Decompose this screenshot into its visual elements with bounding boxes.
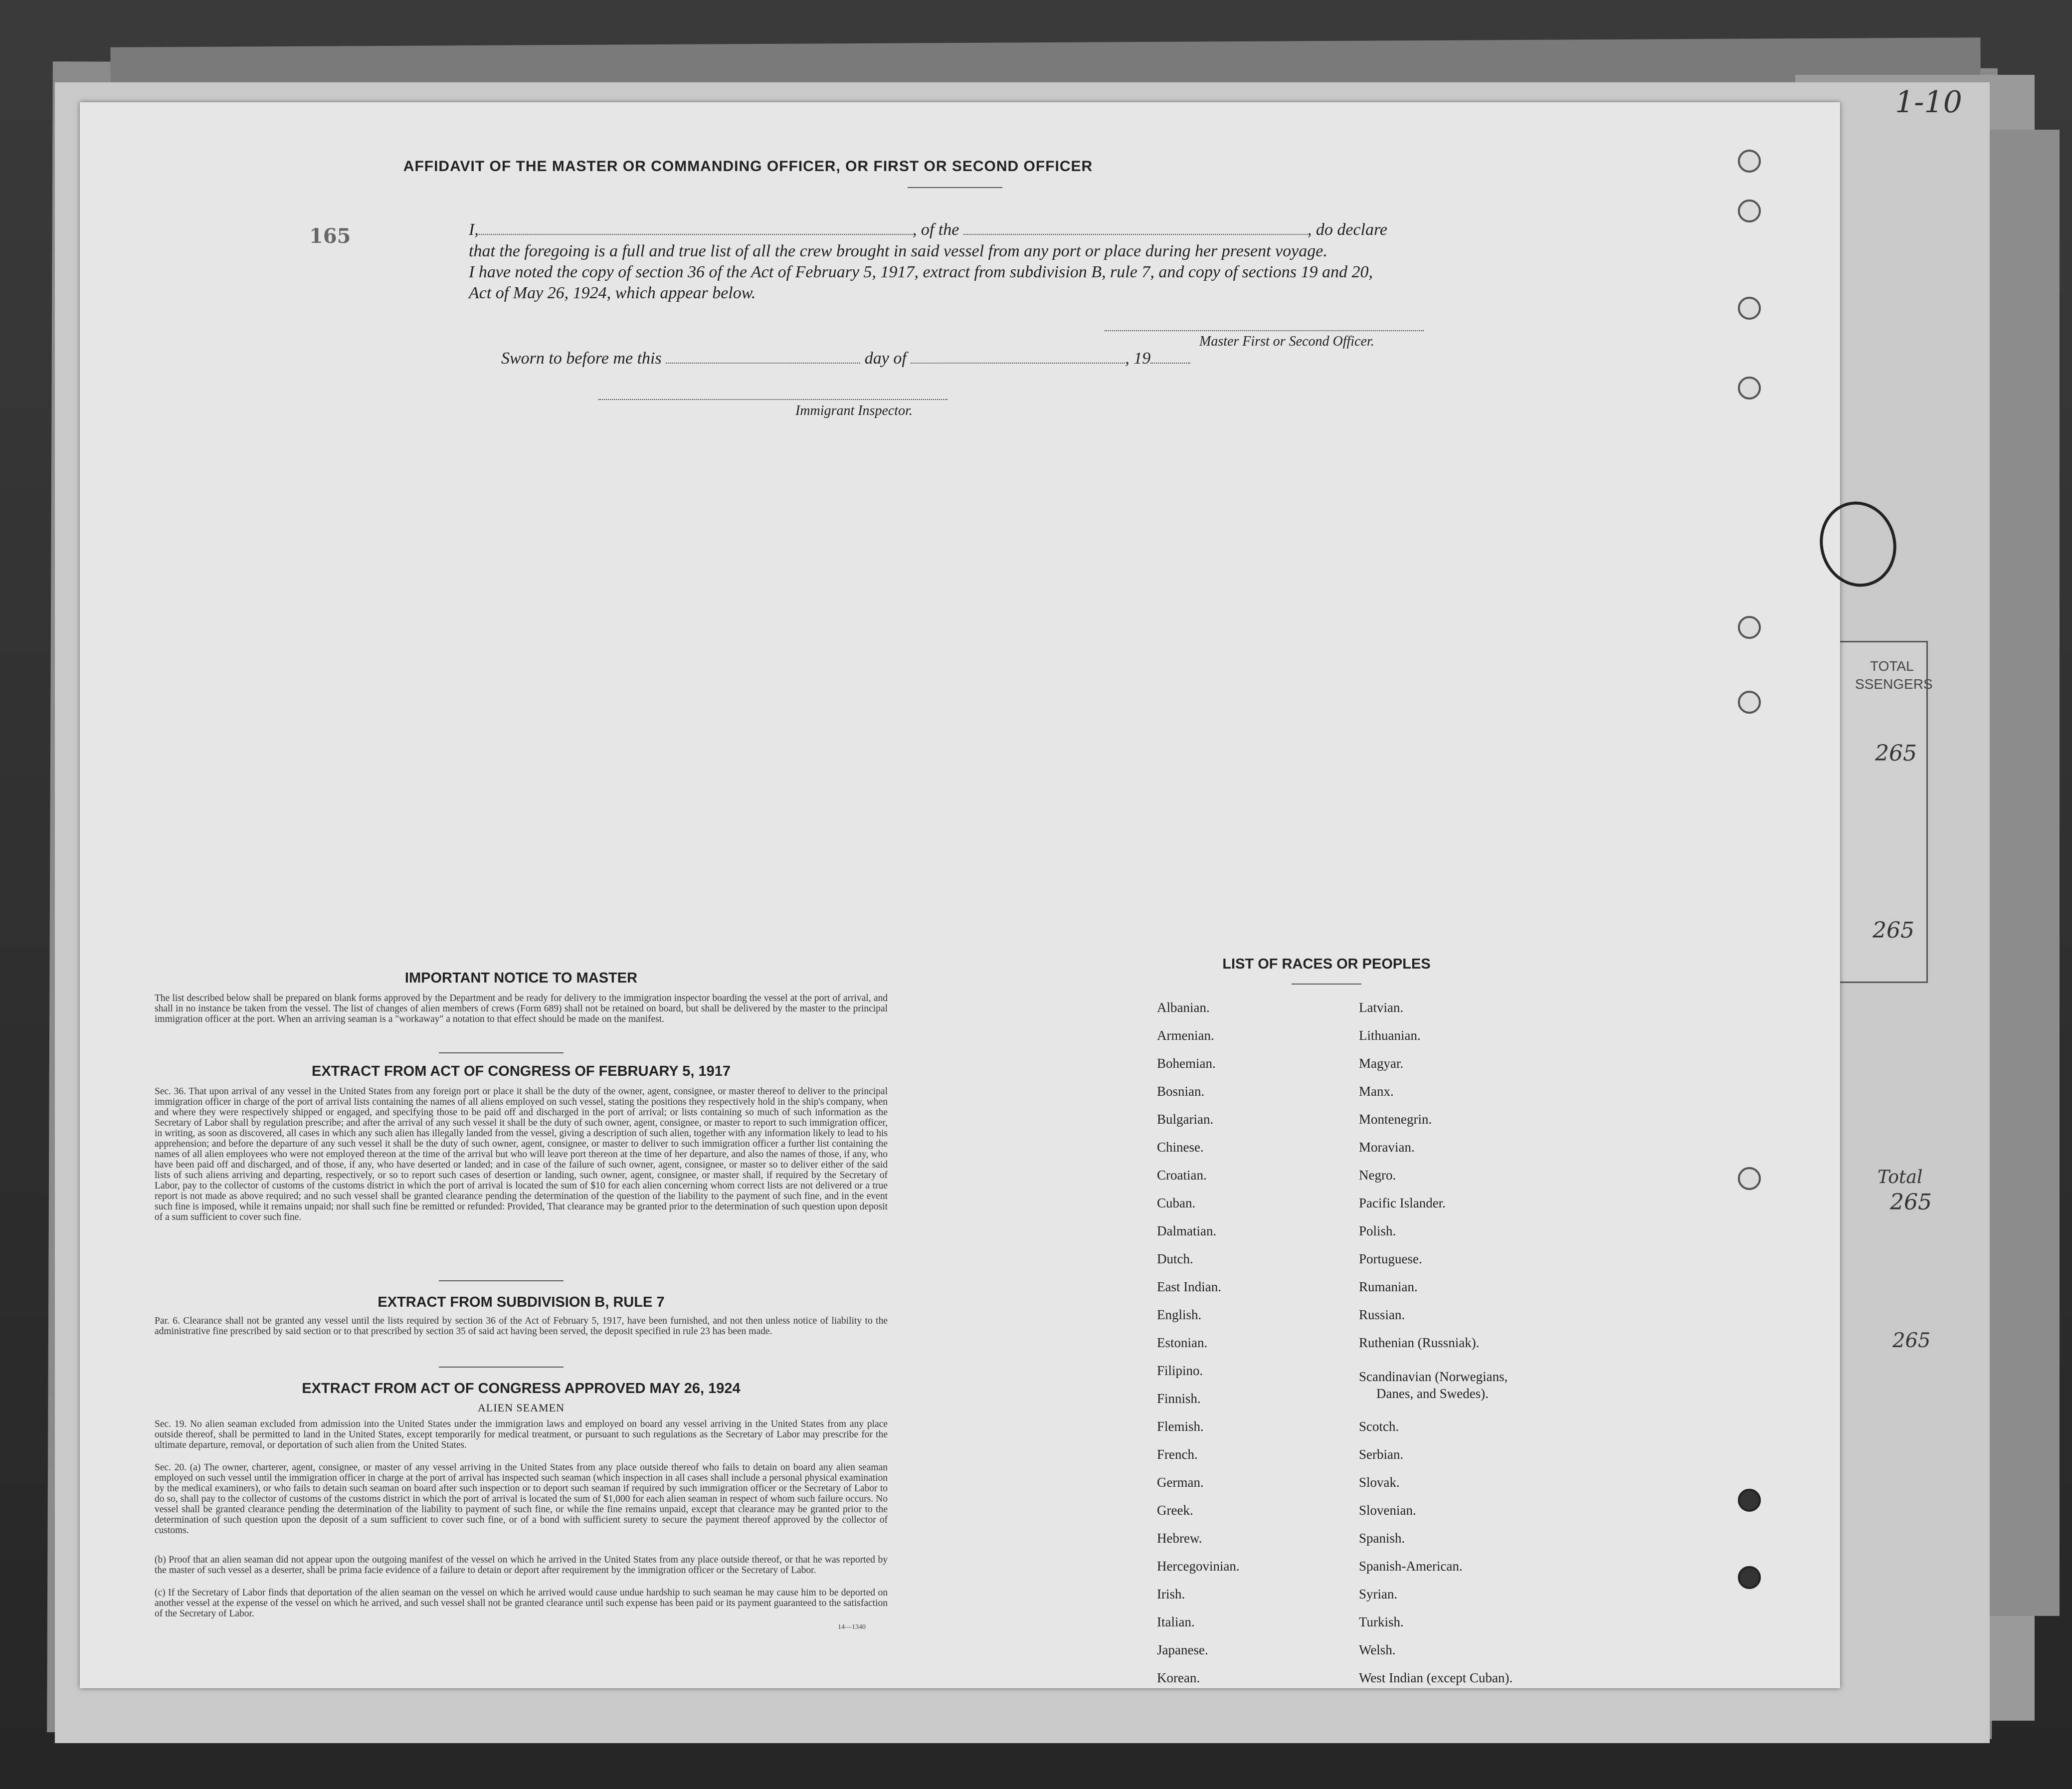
race-item: Turkish. [1359, 1614, 1404, 1629]
race-item: Russian. [1359, 1307, 1405, 1322]
race-item: Chinese. [1157, 1140, 1204, 1155]
race-item: Danes, and Swedes). [1376, 1386, 1489, 1401]
form-number: 14—1340 [838, 1623, 866, 1631]
race-item: Italian. [1157, 1614, 1195, 1629]
race-item: Rumanian. [1359, 1279, 1418, 1294]
year-label: , 19 [1125, 349, 1151, 368]
extract-1917-title: EXTRACT FROM ACT OF CONGRESS OF FEBRUARY 5, 1917 [311, 1063, 731, 1079]
declaration-line-4: Act of May 26, 1924, which appear below. [469, 284, 756, 302]
declaration-line-2: that the foregoing is a full and true list of all the crew brought in said vessel from any port or place during her present voyage. [469, 242, 1327, 260]
notice-title: IMPORTANT NOTICE TO MASTER [404, 970, 638, 986]
declaration-line-3: I have noted the copy of section 36 of the Act of February 5, 1917, extract from subdivision B, rule 7, and copy of sections 19 and 20, [469, 263, 1373, 281]
sworn-day-field [666, 363, 860, 364]
divider [439, 1280, 564, 1281]
race-item: Irish. [1157, 1587, 1185, 1601]
master-signature-label: Master First or Second Officer. [1199, 334, 1374, 349]
race-item: Greek. [1157, 1503, 1193, 1518]
punch-hole [1738, 616, 1761, 639]
affidavit-title: AFFIDAVIT OF THE MASTER OR COMMANDING OFFICER, OR FIRST OR SECOND OFFICER [403, 158, 1093, 175]
declaration-do-declare: , do declare [1307, 220, 1388, 239]
declaration-of-the: , of the [912, 220, 959, 239]
race-item: Japanese. [1157, 1642, 1208, 1657]
day-of-label: day of [864, 349, 907, 368]
race-item: Estonian. [1157, 1335, 1208, 1350]
inspector-signature-line [598, 399, 947, 400]
inspector-signature-label: Immigrant Inspector. [795, 403, 913, 418]
affidavit-sheet [80, 102, 1840, 1688]
race-item: Lithuanian. [1359, 1028, 1421, 1043]
sworn-label: Sworn to before me this [501, 349, 662, 368]
notice-text: The list described below shall be prepared on blank forms approved by the Department and be ready for delivery to the immigration inspector boarding the vessel at the port of arrival, and shall in no instance be taken from the vessel. The list of changes of alien members of crews (Form 689) shall not be retained on board, but shall be delivered by the master to the principal immigration officer at the port. When an arriving seaman is a "workaway" a notation to that effect should be made on the manifest. [155, 993, 888, 1024]
race-item: Dalmatian. [1157, 1223, 1217, 1238]
punch-hole [1738, 199, 1761, 222]
divider [908, 187, 1002, 188]
race-item: Spanish-American. [1359, 1559, 1463, 1574]
race-item: Slovak. [1359, 1475, 1400, 1490]
divider [439, 1367, 564, 1368]
race-item: Manx. [1359, 1084, 1394, 1099]
race-item: Hebrew. [1157, 1531, 1202, 1546]
sworn-year-field [1150, 363, 1190, 364]
race-item: Flemish. [1157, 1419, 1204, 1434]
handwritten-total-label: Total [1878, 1167, 1923, 1188]
punch-hole [1738, 150, 1761, 173]
total-passengers-header [1855, 657, 1933, 694]
declaration-line-1 [469, 220, 1387, 239]
race-item: Croatian. [1157, 1168, 1207, 1183]
handwritten-page-mark: 1-10 [1895, 85, 1962, 120]
divider [1292, 984, 1361, 985]
race-item: Scotch. [1359, 1419, 1399, 1434]
punch-hole [1738, 377, 1761, 399]
extract-1924-title: EXTRACT FROM ACT OF CONGRESS APPROVED MAY 26, 1924 [302, 1381, 741, 1396]
race-item: Hercegovinian. [1157, 1559, 1240, 1574]
race-item: Moravian. [1359, 1140, 1415, 1155]
race-item: East Indian. [1157, 1279, 1221, 1294]
race-item: Montenegrin. [1359, 1112, 1432, 1127]
extract-1917-text: Sec. 36. That upon arrival of any vessel in the United States from any foreign port or place it shall be the duty of the owner, agent, consignee, or master thereof to deliver to the principal immigration officer in charge of the port of arrival lists containing the names of all aliens employed on such vessel, stating the positions they respectively hold in the ship's company, when and where they were respectively shipped or engaged, and specifying those to be paid off and discharged in the port of arrival; or lists containing so much of such information as the Secretary of Labor shall by regulation prescribe; and after the arrival of any such vessel it shall be the duty of such owner, agent, consignee, or master to report to such immigration officer, in writing, as soon as discovered, all cases in which any such alien has illegally landed from the vessel, giving a description of such alien, together with any information likely to lead to his apprehension; and before the departure of any such vessel it shall be the duty of such owner, agent, consignee, or master to deliver to such immigration officer a further list containing the names of all alien employees who were not employed thereon at the time of the arrival but who will leave port thereon at the time of her departure, and also the names of those, if any, who have been paid off and discharged, and of those, if any, who have deserted or landed; and in case of the failure of such owner, agent, consignee, or master so to deliver either of the said lists of such aliens arriving and departing, respectively, or so to report such cases of desertion or landing, such owner, agent, consignee, or master shall, if required by the Secretary of Labor, pay to the collector of customs of the customs district in which the port of arrival is located the sum of $10 for each alien concerning whom correct lists are not delivered or a true report is not made as above required; and no such vessel shall be granted clearance pending the determination of the question of the liability to the payment of such fine, and in the event such fine is imposed, while it remains unpaid; nor shall such fine be remitted or refunded: Provided, That clearance may be granted prior to the determination of such question upon deposit of a sum sufficient to cover such fine. [155, 1086, 888, 1222]
race-item: Portuguese. [1359, 1251, 1422, 1266]
race-item: Serbian. [1359, 1447, 1404, 1462]
divider [439, 1052, 564, 1053]
race-item: Cuban. [1157, 1195, 1196, 1210]
handwritten-total: 265 [1873, 918, 1914, 943]
race-item: Bohemian. [1157, 1056, 1216, 1071]
race-item: Dutch. [1157, 1251, 1193, 1266]
race-item: German. [1157, 1475, 1204, 1490]
total-label: TOTAL [1870, 658, 1914, 674]
sworn-month-field [911, 363, 1125, 364]
extract-1924-sec-20c: (c) If the Secretary of Labor finds that deportation of the alien seaman on the vessel on which he arrived would cause undue hardship to such seaman he may cause him to be deported on another vessel at the expense of the vessel on which he arrived, and such vessel shall not be granted clearance until such expense has been paid or its payment guaranteed to the satisfaction of the Secretary of Labor. [155, 1588, 888, 1619]
race-item: Bosnian. [1157, 1084, 1205, 1099]
race-item: Albanian. [1157, 1000, 1210, 1015]
race-item: Filipino. [1157, 1363, 1203, 1378]
race-item: West Indian (except Cuban). [1359, 1670, 1513, 1685]
extract-1924-sec-19: Sec. 19. No alien seaman excluded from admission into the United States under the immigration laws and employed on board any vessel arriving in the United States from any place outside thereof, shall be permitted to land in the United States, except temporarily for medical treatment, or pursuant to such regulations as the Secretary of Labor may prescribe for the ultimate departure, removal, or deportation of such alien from the United States. [155, 1419, 888, 1450]
punch-hole [1738, 1489, 1761, 1512]
punch-hole [1738, 691, 1761, 714]
sworn-line [501, 349, 1190, 368]
races-title: LIST OF RACES OR PEOPLES [1222, 956, 1431, 972]
declaration-i: I, [469, 220, 479, 239]
extract-1924-sec-20b: (b) Proof that an alien seaman did not appear upon the outgoing manifest of the vessel on which he arrived in the United States from any place outside thereof, or that he was reported by the master of such vessel as a deserter, shall be prima facie evidence of a failure to detain or deport after requirement by the immigration officer or the Secretary of Labor. [155, 1555, 888, 1576]
race-item: Bulgarian. [1157, 1112, 1214, 1127]
handwritten-total: 265 [1890, 1190, 1932, 1215]
race-item: Welsh. [1359, 1642, 1396, 1657]
race-item: English. [1157, 1307, 1202, 1322]
alien-seamen-subtitle: ALIEN SEAMEN [478, 1401, 565, 1414]
stamp-number: 165 [309, 224, 351, 248]
passengers-label: SSENGERS [1855, 676, 1933, 692]
race-item: French. [1157, 1447, 1198, 1462]
race-item: Magyar. [1359, 1056, 1404, 1071]
race-item: Syrian. [1359, 1587, 1398, 1601]
punch-hole [1738, 1167, 1761, 1190]
race-item: Polish. [1359, 1223, 1396, 1238]
vessel-field [963, 234, 1308, 235]
extract-1924-sec-20a: Sec. 20. (a) The owner, charterer, agent, consignee, or master of any vessel arriving in the United States from any place outside thereof who fails to detain on board any alien seaman employed on such vessel until the immigration officer in charge at the port of arrival has inspected such seaman (which inspection in all cases shall include a personal physical examination by the medical examiners), or who fails to detain such seaman on board after such inspection or to deport such seaman if required by such immigration officer or the Secretary of Labor to do so, shall pay to the collector of customs of the customs district in which the port of arrival is located the sum of $1,000 for each alien seaman in respect of whom such failure occurs. No vessel shall be granted clearance pending the determination of the liability to payment of such fine, or while the fine remains unpaid, except that clearance may be granted prior to the determination of such question upon the deposit of a sum sufficient to cover such fine, or of a bond with sufficient surety to secure the payment thereof approved by the collector of customs. [155, 1462, 888, 1536]
race-item: Ruthenian (Russniak). [1359, 1335, 1480, 1350]
race-item: Latvian. [1359, 1000, 1404, 1015]
punch-hole [1738, 1566, 1761, 1589]
race-item: Slovenian. [1359, 1503, 1416, 1518]
master-signature-line [1105, 330, 1424, 331]
name-field [479, 234, 913, 235]
race-item: Spanish. [1359, 1531, 1405, 1546]
race-item: Negro. [1359, 1168, 1396, 1183]
punch-hole [1738, 297, 1761, 320]
race-item: Armenian. [1157, 1028, 1214, 1043]
race-item: Scandinavian (Norwegians, [1359, 1369, 1508, 1384]
handwritten-total: 265 [1892, 1329, 1931, 1352]
race-item: Pacific Islander. [1359, 1195, 1446, 1210]
race-item: Finnish. [1157, 1391, 1201, 1406]
race-item: Korean. [1157, 1670, 1200, 1685]
rule-7-text: Par. 6. Clearance shall not be granted any vessel until the lists required by section 36 of the Act of February 5, 1917, have been furnished, and not then unless notice of liability to the administrative fine prescribed by said section or to that prescribed by section 35 of said act having been served, the deposit specified in rule 23 has been made. [155, 1316, 888, 1337]
rule-7-title: EXTRACT FROM SUBDIVISION B, RULE 7 [377, 1294, 665, 1310]
handwritten-total: 265 [1875, 741, 1917, 766]
